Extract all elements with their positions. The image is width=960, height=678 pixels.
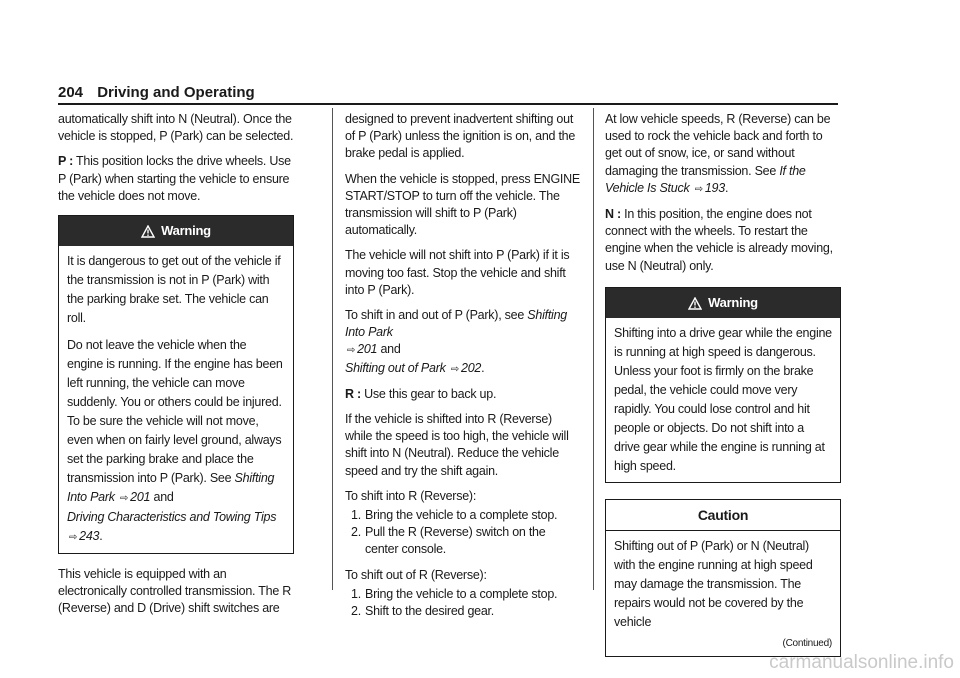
warning-text: Shifting into a drive gear while the engine is running at high speed is dangerous. Unless your foot is firmly on the brake pedal, the vehicle could move very rapidly. You could lose control and hit people or objects. Do not shift into a drive gear while the engine is running at high speed.	[614, 325, 832, 473]
punctuation: .	[724, 180, 729, 195]
paragraph: designed to prevent inadvertent shifting out of P (Park) unless the ignition is on, and the brake pedal is applied.	[345, 112, 576, 161]
caution-header: Caution	[606, 500, 840, 531]
paragraph: If the vehicle is shifted into R (Reverse) while the speed is too high, the vehicle will shift into N (Neutral). Reduce the vehicle speed and try the shift again.	[345, 412, 569, 478]
steps-list-shift-into-r	[345, 507, 581, 559]
column-1	[58, 111, 294, 626]
paragraph: To shift into R (Reverse):	[345, 488, 477, 503]
section-title: Driving and Operating	[97, 84, 255, 101]
page-ref-icon: ⇨	[347, 345, 356, 357]
list-item	[345, 603, 581, 620]
ref-page[interactable]: 243	[79, 529, 100, 544]
ref-page[interactable]: 201	[357, 342, 378, 357]
step-text: Shift to the desired gear.	[365, 604, 495, 619]
warning-body	[606, 318, 840, 482]
warning-triangle-icon	[141, 225, 155, 238]
warning-box	[58, 215, 294, 554]
warning-title: Warning	[161, 223, 211, 239]
paragraph-text: This position locks the drive wheels. Use P (Park) when starting the vehicle to ensure the vehicle does not move.	[58, 154, 291, 203]
ref-page[interactable]: 202	[461, 360, 482, 375]
conjunction: and	[380, 342, 401, 357]
step-number: 1.	[351, 508, 361, 523]
warning-box	[605, 287, 841, 483]
ref-page[interactable]: 201	[130, 490, 151, 505]
warning-text: It is dangerous to get out of the vehicle if the transmission is not in P (Park) with the parking brake set. The vehicle can roll.	[67, 254, 281, 326]
paragraph: When the vehicle is stopped, press ENGINE START/STOP to turn off the vehicle. The transmission will shift to P (Park) automatically.	[345, 171, 581, 238]
paragraph-reverse	[345, 386, 581, 403]
ref-page[interactable]: 193	[704, 180, 725, 195]
paragraph-text: To shift in and out of P (Park), see	[345, 308, 525, 323]
gear-label-r: R :	[345, 386, 361, 401]
watermark: carmanualsonline.info	[769, 652, 954, 673]
step-number: 2.	[351, 604, 361, 619]
page-ref-icon: ⇨	[694, 183, 703, 195]
ref-shifting-into-park[interactable]: Shifting Into Park	[67, 471, 275, 505]
step-number: 2.	[351, 525, 361, 540]
paragraph: The vehicle will not shift into P (Park) if it is moving too fast. Stop the vehicle and shift into P (Park).	[345, 248, 570, 297]
paragraph-neutral	[605, 206, 841, 275]
list-item	[345, 524, 581, 558]
column-2	[345, 111, 581, 628]
paragraph-stuck	[605, 111, 841, 198]
warning-body	[59, 246, 293, 553]
ref-shifting-into-park[interactable]: Shifting Into Park	[345, 308, 567, 340]
page-ref-icon: ⇨	[69, 532, 78, 544]
paragraph-park	[58, 153, 294, 205]
column-3	[605, 111, 841, 669]
paragraph-refs	[345, 307, 581, 378]
caution-body	[606, 531, 840, 657]
warning-text	[67, 336, 285, 547]
gear-label-n: N :	[605, 207, 621, 222]
warning-header	[606, 288, 840, 318]
warning-text-part: Do not leave the vehicle when the engine is running. If the engine has been left running, the vehicle can move suddenly. You or others could be injured. To be sure the vehicle will not move, even when on fairly level ground, always set the parking brake and place the transmission into P (Park). See	[67, 338, 283, 486]
paragraph: automatically shift into N (Neutral). Once the vehicle is stopped, P (Park) can be selected.	[58, 112, 294, 144]
page-header	[58, 84, 255, 101]
header-rule	[58, 103, 838, 105]
steps-list-shift-out-of-r	[345, 586, 581, 620]
paragraph-text: At low vehicle speeds, R (Reverse) can be used to rock the vehicle back and forth to get out of snow, ice, or sand without damaging the transmission. See	[605, 112, 831, 178]
step-text: Bring the vehicle to a complete stop.	[365, 508, 558, 523]
paragraph-text: In this position, the engine does not connect with the wheels. To restart the engine when the vehicle is already moving, use N (Neutral) only.	[605, 207, 833, 273]
warning-header	[59, 216, 293, 246]
warning-title: Warning	[708, 294, 758, 310]
page-ref-icon: ⇨	[120, 493, 129, 505]
paragraph: This vehicle is equipped with an electronically controlled transmission. The R (Reverse) and D (Drive) shift switches are	[58, 567, 292, 616]
column-divider-2	[593, 108, 594, 590]
page-number: 204	[58, 84, 84, 101]
list-item	[345, 507, 581, 524]
page-ref-icon: ⇨	[450, 363, 459, 375]
continued-label: (Continued)	[782, 637, 832, 649]
conjunction: and	[153, 490, 174, 505]
column-divider-1	[332, 108, 333, 590]
ref-driving-characteristics[interactable]: Driving Characteristics and Towing Tips	[67, 510, 277, 525]
punctuation: .	[99, 529, 103, 544]
caution-text: Shifting out of P (Park) or N (Neutral) with the engine running at high speed may damage the transmission. The repairs would not be covered by the vehicle	[614, 538, 813, 629]
step-text: Bring the vehicle to a complete stop.	[365, 586, 558, 601]
ref-vehicle-stuck[interactable]: If the Vehicle Is Stuck	[605, 163, 806, 195]
punctuation: .	[481, 360, 485, 375]
warning-triangle-icon	[688, 297, 702, 310]
paragraph: To shift out of R (Reverse):	[345, 567, 487, 582]
list-item	[345, 586, 581, 603]
paragraph-text: Use this gear to back up.	[364, 386, 497, 401]
ref-shifting-out-of-park[interactable]: Shifting out of Park	[345, 360, 446, 375]
caution-box	[605, 499, 841, 657]
step-number: 1.	[351, 586, 361, 601]
gear-label-p: P :	[58, 154, 73, 169]
step-text: Pull the R (Reverse) switch on the center console.	[365, 525, 546, 557]
